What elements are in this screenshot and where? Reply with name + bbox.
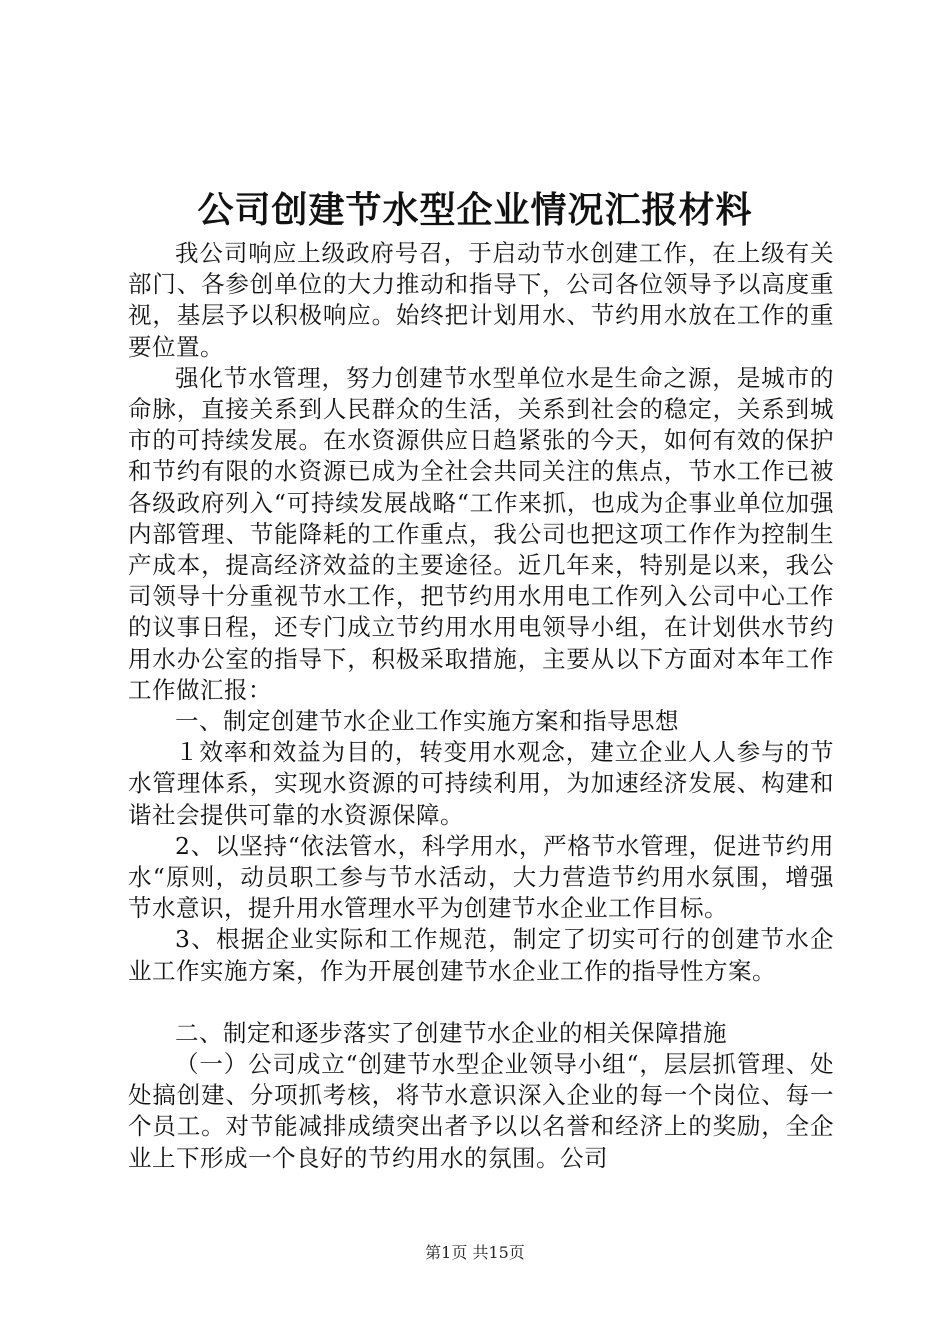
document-body xyxy=(128,238,834,1174)
paragraph-item-2: 2、以坚持“依法管水，科学用水，严格节水管理，促进节约用水“原则，动员职工参与节水活动，大力营造节约用水氛围，增强节水意识，提升用水管理水平为创建节水企业工作目标。 xyxy=(128,831,834,923)
section-heading-1: 一、制定创建节水企业工作实施方案和指导思想 xyxy=(175,707,679,736)
page-number: 第1页 共15页 xyxy=(425,1243,525,1262)
paragraph-intro: 我公司响应上级政府号召，于启动节水创建工作，在上级有关部门、各参创单位的大力推动和指导下，公司各位领导予以高度重视，基层予以积极响应。始终把计划用水、节约用水放在工作的重要位置。 xyxy=(128,239,834,361)
paragraph-item-3: 3、根据企业实际和工作规范，制定了切实可行的创建节水企业工作实施方案，作为开展创建节水企业工作的指导性方案。 xyxy=(128,925,834,985)
paragraph-item-1: １效率和效益为目的，转变用水观念，建立企业人人参与的节水管理体系，实现水资源的可持续利用，为加速经济发展、构建和谐社会提供可靠的水资源保障。 xyxy=(128,738,834,829)
paragraph-subsection-1: （一）公司成立“创建节水型企业领导小组“，层层抓管理、处处搞创建、分项抓考核，将节水意识深入企业的每一个岗位、每一个员工。对节能减排成绩突出者予以以名誉和经济上的奖励，全企业上下形成一个良好的节约用水的氛围。公司 xyxy=(128,1050,834,1172)
document-title: 公司创建节水型企业情况汇报材料 xyxy=(197,189,753,231)
paragraph-strengthen-management: 强化节水管理，努力创建节水型单位水是生命之源，是城市的命脉，直接关系到人民群众的生活，关系到社会的稳定，关系到城市的可持续发展。在水资源供应日趋紧张的今天，如何有效的保护和节约有限的水资源已成为全社会共同关注的焦点，节水工作已被各级政府列入“可持续发展战略“工作来抓，也成为企事业单位加强内部管理、节能降耗的工作重点，我公司也把这项工作作为控制生产成本，提高经济效益的主要途径。近几年来，特别是以来，我公司领导十分重视节水工作，把节约用水用电工作列入公司中心工作的议事日程，还专门成立节约用水用电领导小组，在计划供水节约用水办公室的指导下，积极采取措施，主要从以下方面对本年工作工作做汇报： xyxy=(128,363,834,704)
section-heading-2: 二、制定和逐步落实了创建节水企业的相关保障措施 xyxy=(175,1018,727,1047)
